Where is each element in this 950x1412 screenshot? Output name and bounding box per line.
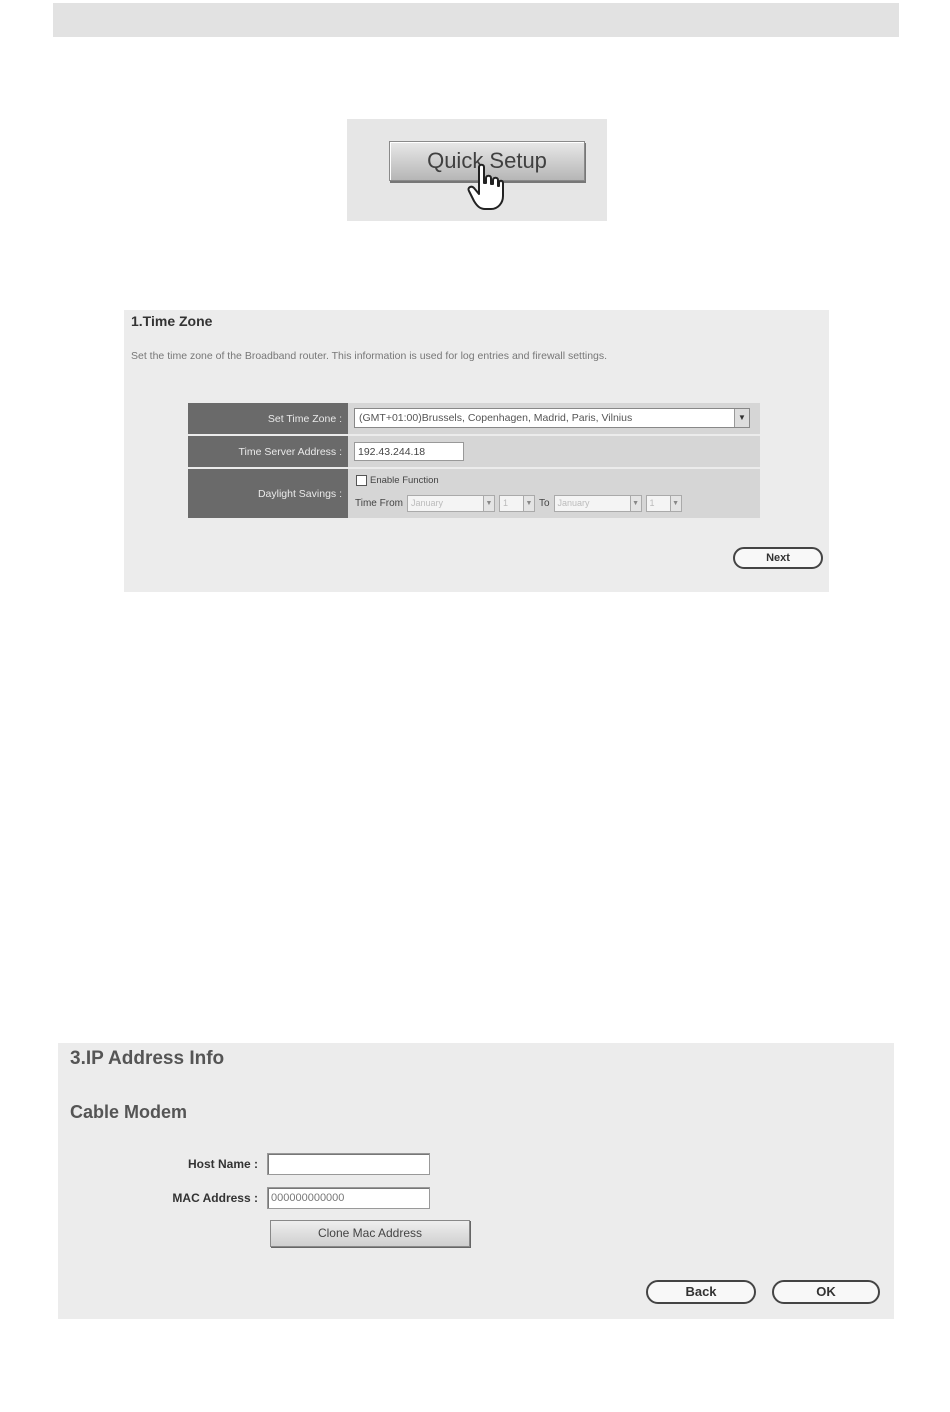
time-zone-table [188, 403, 760, 520]
from-month-value: January [410, 498, 443, 508]
header-band [53, 3, 899, 37]
time-zone-title: 1.Time Zone [131, 313, 213, 329]
chevron-down-icon: ▼ [483, 496, 494, 511]
time-server-input[interactable]: 192.43.244.18 [354, 442, 464, 461]
set-time-zone-label: Set Time Zone : [188, 403, 348, 436]
quick-setup-panel [347, 119, 607, 221]
ip-address-panel [58, 1043, 894, 1319]
from-day-select[interactable] [499, 495, 535, 512]
time-from-label: Time From [355, 498, 403, 509]
enable-function-checkbox[interactable] [356, 475, 367, 486]
enable-function-line [356, 475, 439, 486]
daylight-savings-cell [348, 469, 760, 520]
mac-address-input[interactable]: 000000000000 [267, 1187, 430, 1209]
host-name-input[interactable] [267, 1153, 430, 1175]
from-day-value: 1 [502, 498, 508, 508]
time-zone-select-value: (GMT+01:00)Brussels, Copenhagen, Madrid, Paris, Vilnius [359, 412, 633, 424]
time-zone-select[interactable] [354, 408, 750, 428]
time-range-line [355, 495, 682, 512]
set-time-zone-row [188, 403, 760, 436]
chevron-down-icon: ▼ [523, 496, 534, 511]
clone-mac-button[interactable]: Clone Mac Address [270, 1220, 470, 1247]
cable-modem-subtitle: Cable Modem [70, 1102, 188, 1122]
to-month-value: January [557, 498, 590, 508]
quick-setup-button[interactable]: Quick Setup [389, 141, 585, 181]
to-month-select[interactable] [554, 495, 642, 512]
to-day-select[interactable] [646, 495, 682, 512]
chevron-down-icon: ▼ [630, 496, 641, 511]
daylight-savings-row [188, 469, 760, 520]
time-server-label: Time Server Address : [188, 436, 348, 469]
time-zone-description: Set the time zone of the Broadband router. This information is used for log entries and firewall settings. [131, 350, 608, 362]
chevron-down-icon: ▼ [670, 496, 681, 511]
time-zone-panel [124, 310, 829, 592]
to-label: To [538, 498, 550, 509]
back-button[interactable]: Back [646, 1280, 756, 1304]
next-button[interactable]: Next [733, 547, 823, 569]
mac-address-label: MAC Address : [172, 1191, 258, 1205]
daylight-savings-label: Daylight Savings : [188, 469, 348, 520]
host-name-label: Host Name : [187, 1157, 258, 1171]
enable-function-label: Enable Function [370, 475, 439, 486]
set-time-zone-cell [348, 403, 760, 436]
ok-button[interactable]: OK [772, 1280, 880, 1304]
hand-pointer-icon [467, 163, 505, 211]
chevron-down-icon[interactable]: ▼ [734, 409, 749, 427]
from-month-select[interactable] [407, 495, 495, 512]
time-server-cell [348, 436, 760, 469]
to-day-value: 1 [649, 498, 655, 508]
ip-address-title: 3.IP Address Info [70, 1048, 225, 1069]
time-server-row [188, 436, 760, 469]
